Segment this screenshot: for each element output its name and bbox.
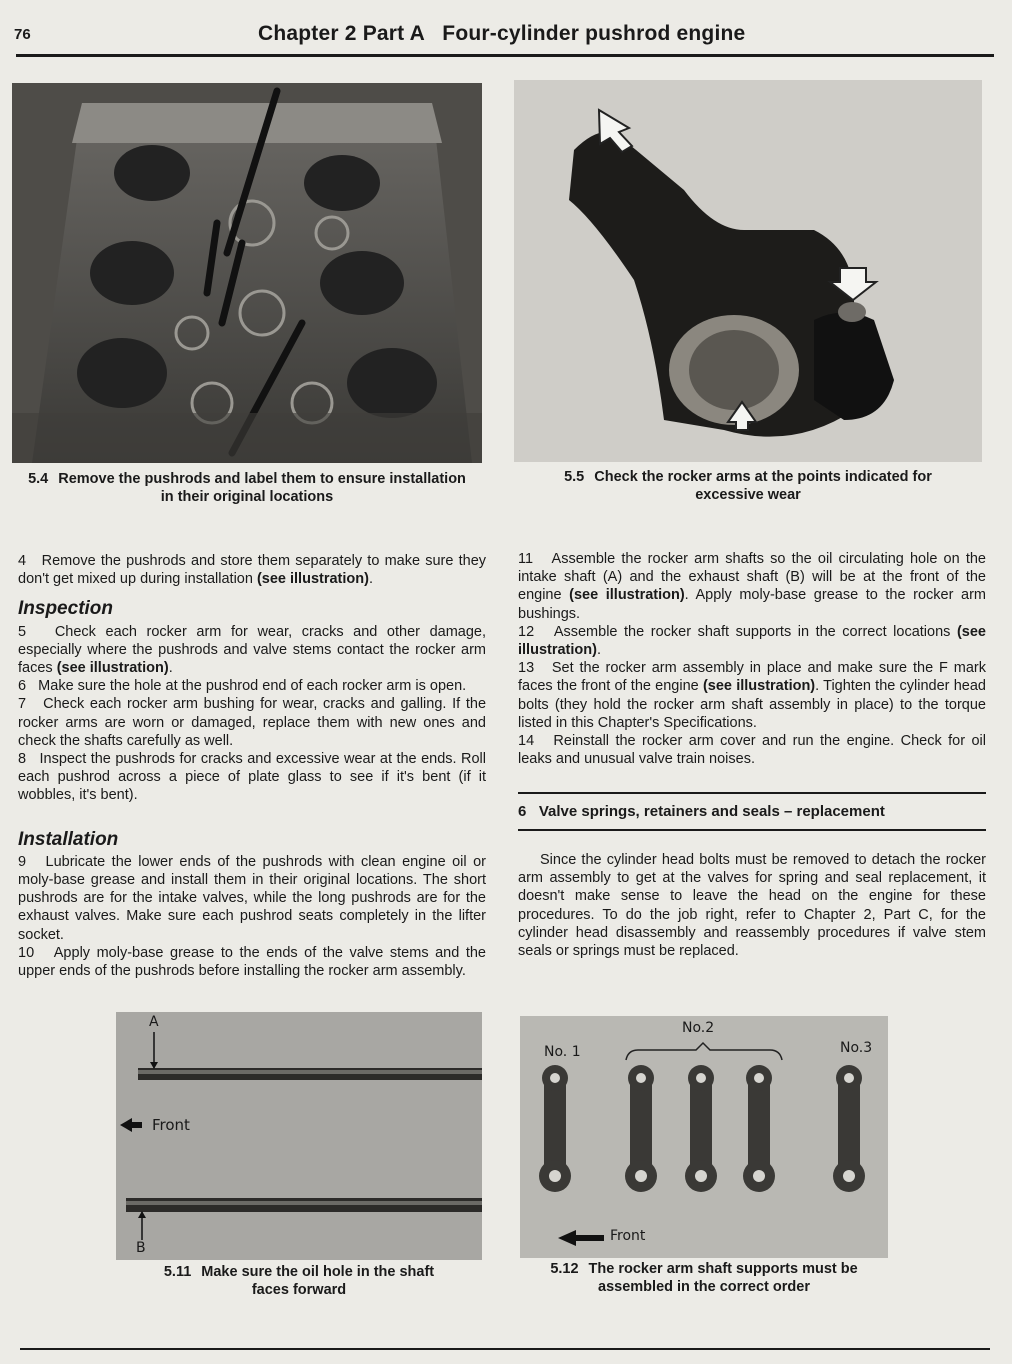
section-6-block bbox=[518, 792, 986, 831]
step-number: 13 bbox=[518, 660, 535, 677]
step-number: 12 bbox=[518, 623, 535, 640]
footer-rule bbox=[20, 1348, 990, 1350]
step-number: 6 bbox=[18, 678, 27, 695]
caption-text: Make sure the oil hole in the shaft bbox=[201, 1264, 435, 1280]
label-no-3: No.3 bbox=[840, 1040, 873, 1056]
paragraph-text: Check each rocker arm bushing for wear, cracks and galling. If the rocker arms are worn or damaged, replace them with new ones and check the shafts carefully as well. bbox=[18, 696, 487, 749]
caption-text: in their original locations bbox=[160, 489, 334, 505]
inspection-heading: Inspection bbox=[18, 598, 114, 620]
illustration-reference: (see illustration) bbox=[702, 678, 816, 695]
step-number: 14 bbox=[518, 733, 535, 750]
figure-number: 5.11 bbox=[163, 1264, 192, 1280]
left-text-column bbox=[18, 552, 486, 980]
illustration-reference: (see illustration) bbox=[56, 660, 169, 677]
step-number: 8 bbox=[18, 751, 27, 768]
step-number: 9 bbox=[18, 853, 27, 870]
photo-rocker-shafts bbox=[116, 1012, 482, 1260]
paragraph-text: . bbox=[368, 571, 373, 588]
illustration-reference: (see illustration) bbox=[256, 571, 369, 588]
figure-number: 5.12 bbox=[550, 1261, 579, 1277]
paragraph-text: Lubricate the lower ends of the pushrods with clean engine oil or moly-base grease and install them in their original locations. The short pushrods are for the intake valves, while the long pushrods are for the exhaust valves. Make sure each pushrod seats completely in the lifter socket. bbox=[18, 853, 486, 943]
page-number: 76 bbox=[14, 26, 31, 43]
paragraph-5 bbox=[18, 623, 486, 678]
paragraph-text: Apply moly-base grease to the ends of the valve stems and the upper ends of the pushrods before installing the rocker arm assembly. bbox=[18, 944, 486, 980]
paragraph-text: Inspect the pushrods for cracks and excessive wear at the ends. Roll each pushrod across a piece of plate glass to see if it's bent (if it wobbles, it's bent). bbox=[18, 751, 486, 804]
caption-text: excessive wear bbox=[695, 487, 801, 503]
photo-cylinder-head bbox=[12, 83, 482, 463]
paragraph-11 bbox=[518, 550, 986, 623]
section-rule-bottom bbox=[518, 829, 986, 831]
caption-text: The rocker arm shaft supports must be bbox=[588, 1261, 858, 1277]
illustration-reference: (see illustration) bbox=[518, 623, 986, 659]
paragraph-7 bbox=[18, 695, 486, 750]
header-rule bbox=[16, 54, 994, 57]
right-text-column bbox=[518, 550, 986, 768]
paragraph-12 bbox=[518, 623, 986, 659]
paragraph-text: . Apply moly-base grease to the rocker arm bushings. bbox=[518, 587, 986, 622]
chapter-title: Chapter 2 Part A Four-cylinder pushrod engine bbox=[258, 22, 746, 45]
figure-caption-5-4 bbox=[12, 470, 482, 506]
paragraph-13 bbox=[518, 659, 986, 732]
photo-shaft-supports bbox=[520, 1016, 888, 1258]
paragraph-text: . bbox=[596, 642, 601, 659]
caption-text: assembled in the correct order bbox=[598, 1279, 810, 1295]
paragraph-text: Remove the pushrods and store them separately to make sure they don't get mixed up during installation bbox=[18, 553, 487, 588]
label-no-1: No. 1 bbox=[544, 1044, 581, 1060]
paragraph-4 bbox=[18, 552, 486, 588]
label-front: Front bbox=[152, 1116, 190, 1134]
paragraph-text: Set the rocker arm assembly in place and make sure the F mark faces the front of the engine bbox=[518, 660, 986, 695]
label-a: A bbox=[149, 1014, 159, 1030]
section-6-text bbox=[518, 851, 986, 960]
paragraph-text: Make sure the hole at the pushrod end of each rocker arm is open. bbox=[38, 678, 467, 695]
step-number: 10 bbox=[18, 944, 35, 961]
paragraph-10 bbox=[18, 944, 486, 980]
figure-number: 5.5 bbox=[564, 469, 585, 485]
paragraph-8 bbox=[18, 750, 486, 805]
paragraph-9 bbox=[18, 853, 486, 944]
paragraph-text: . Tighten the cylinder head bolts (they hold the rocker arm shaft assembly in place) to the torque listed in this Chapter's Specifications. bbox=[518, 678, 986, 731]
figure-caption-5-11 bbox=[116, 1263, 482, 1299]
paragraph-text: Assemble the rocker arm shafts so the oil circulating hole on the intake shaft (A) and the exhaust shaft (B) will be at the front of the engine bbox=[518, 551, 986, 604]
label-no-2: No.2 bbox=[682, 1020, 715, 1036]
step-number: 7 bbox=[18, 696, 27, 713]
paragraph-text: Reinstall the rocker arm cover and run the engine. Check for oil leaks and unusual valve train noises. bbox=[518, 733, 986, 768]
paragraph-14 bbox=[518, 732, 986, 768]
section-heading: 6 Valve springs, retainers and seals – replacement bbox=[518, 803, 885, 820]
paragraph-section-6: Since the cylinder head bolts must be removed to detach the rocker arm assembly to get at the valves for spring and seal replacement, it doesn't make sense to leave the head on the engine for these procedures. To do the job right, refer to Chapter 2, Part C, for the cylinder head disassembly and reassembly procedures if valve stem seals or springs must be replaced. bbox=[518, 852, 986, 960]
installation-heading: Installation bbox=[18, 828, 119, 850]
paragraph-text: Assemble the rocker shaft supports in the correct locations bbox=[553, 623, 957, 640]
paragraph-text: . bbox=[168, 660, 173, 677]
figure-number: 5.4 bbox=[28, 471, 49, 487]
figure-caption-5-12 bbox=[520, 1260, 888, 1296]
step-number: 11 bbox=[518, 551, 534, 567]
label-b: B bbox=[136, 1240, 146, 1256]
caption-text: Check the rocker arms at the points indicated for bbox=[594, 469, 932, 485]
step-number: 4 bbox=[18, 553, 27, 569]
paragraph-6 bbox=[18, 677, 486, 695]
paragraph-text: Check each rocker arm for wear, cracks and other damage, especially where the pushrods and valve stems contact the rocker arm faces bbox=[18, 623, 486, 677]
photo-rocker-arm bbox=[514, 80, 982, 462]
step-number: 5 bbox=[18, 623, 27, 640]
label-front: Front bbox=[610, 1228, 646, 1244]
illustration-reference: (see illustration) bbox=[569, 587, 685, 604]
caption-text: faces forward bbox=[251, 1282, 347, 1298]
figure-caption-5-5 bbox=[514, 468, 982, 504]
caption-text: Remove the pushrods and label them to ensure installation bbox=[58, 471, 466, 487]
